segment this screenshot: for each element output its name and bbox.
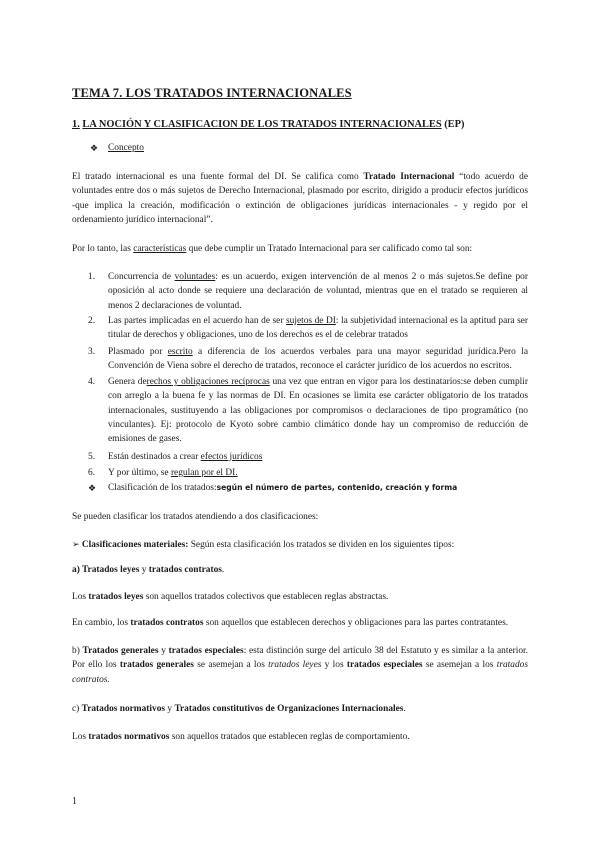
definition-line-3: -que implica la creación, modificación o extinción de obligaciones jurídicas internacionales - y regido por el [72,200,528,211]
section-heading [72,118,464,132]
definition-line-1: El tratado internacional es una fuente formal del DI. Se califica como Tratado Internacional “todo acuerdo de [72,172,528,182]
document-page: TEMA 7. LOS TRATADOS INTERNACIONALES 1. LA NOCIÓN Y CLASIFICACION DE LOS TRATADOS INTERNACIONALES (EP) ❖ Concepto El tratado internacional es una fuente formal del DI. Se califica como Tratado Internacional “todo acuerdo de voluntades entre dos o más sujetos de Derecho Internacional, plasmado por escrito, dirigido a producir efectos jurídicos -que implica la creación, modificación o extinción de obligaciones jurídicas internacionales - y regido por el ordenamiento jurídico internacional”. Por lo tanto, las características que debe cumplir un Tratado Internacional para ser calificado como tal son: 1. Concurrencia de voluntades: es un acuerdo, exigen intervención de al menos 2 o más sujetos.Se define por oposición al acto donde se requiere una declaración de voluntad, mientras que en el tratado se requieren al menos 2 declaraciones de voluntad. 2. Las partes implicadas en el acuerdo han de ser sujetos de DI: la subjetividad internacional es la aptitud para ser titular de derechos y obligaciones, uno de los derechos es el de celebrar tratados 3. Plasmado por escrito a diferencia de los acuerdos verbales para una mayor seguridad jurídica.Pero la Convención de Viena sobre el derecho de tratados, reconoce el carácter jurídico de los acuerdos no escritos. 4. Genera derechos y obligaciones recíprocas una vez que entran en vigor para los destinatarios:se deben cumplir con arreglo a la buena fe y las normas de DI. En ocasiones se limita ese carácter obligatorio de los tratados internacionales, sustituyendo a las obligaciones por compromisos o declaraciones de tipo programático (no vinculantes). Ej: protocolo de Kyoto sobre cambio climático donde hay un compromiso de reducción de emisiones de gases. 5. Están destinados a crear efectos jurídicos 6. Y por último, se regulan por el DI. ❖ Clasificación de los tratados:según el número de partes, contenido, creación y forma Se pueden clasificar los tratados atendiendo a dos clasificaciones: ➢ Clasificaciones materiales: Según esta clasificación los tratados se dividen en los siguientes tipos: a) Tratados leyes y tratados contratos. Los tratados leyes son aquellos tratados colectivos que establecen reglas abstractas. En cambio, los tratados contratos son aquellos que establecen derechos y obligaciones para las partes contratantes. b) Tratados generales y tratados especiales: esta distinción surge del artículo 38 del Estatuto y es similar a la anterior. Por ello los tratados generales se asemejan a los tratados leyes y los tratados especiales se asemejan a los tratados contratos. c) Tratados normativos y Tratados constitutivos de Organizaciones Internacionales. Los tratados normativos son aquellos tratados que establecen reglas de comportamiento. [72,0,528,848]
materiales-heading: ➢ Clasificaciones materiales: Según esta clasificación los tratados se dividen en los siguientes tipos: [72,540,455,550]
sub-c-heading: c) Tratados normativos y Tratados constitutivos de Organizaciones Internacionales. [72,704,406,714]
arrow-bullet-icon: ➢ [72,540,80,550]
leyes-paragraph: Los tratados leyes son aquellos tratados colectivos que establecen reglas abstractas. [72,592,389,602]
definition-paragraph [72,170,528,227]
diamond-bullet-icon: ❖ [90,143,99,153]
concepto-heading [90,141,144,155]
section-suffix: (EP) [441,119,465,130]
section-title: LA NOCIÓN Y CLASIFICACION DE LOS TRATADOS INTERNACIONALES [82,119,442,130]
page-number: 1 [72,796,77,807]
sub-b-paragraph: b) Tratados generales y tratados especiales: esta distinción surge del artículo 38 del Estatuto y es similar a la anterior. Por ello los tratados generales se asemejan a los tratados leyes y los tratados especiales se asemejan a los tratados contratos. [72,646,528,685]
normativos-paragraph: Los tratados normativos son aquellos tratados que establecen reglas de comportamiento. [72,732,410,742]
contratos-paragraph: En cambio, los tratados contratos son aquellos que establecen derechos y obligaciones para las partes contratantes. [72,618,509,628]
section-number: 1. [72,119,80,130]
diamond-bullet-icon: ❖ [88,483,97,493]
caracteristicas-term: características [133,244,187,254]
definition-line-4: ordenamiento jurídico internacional”. [72,214,213,225]
sub-a-heading: a) Tratados leyes y tratados contratos. [72,565,225,575]
intro-paragraph: Por lo tanto, las características que debe cumplir un Tratado Internacional para ser calificado como tal son: [72,244,473,254]
document-title: TEMA 7. LOS TRATADOS INTERNACIONALES [72,86,352,100]
classify-intro: Se pueden clasificar los tratados atendiendo a dos clasificaciones: [72,512,319,522]
definition-line-2: voluntades entre dos o más sujetos de Derecho Internacional, plasmado por escrito, dirigido a producir efectos jurídicos [72,186,528,197]
concepto-label: Concepto [108,143,144,153]
